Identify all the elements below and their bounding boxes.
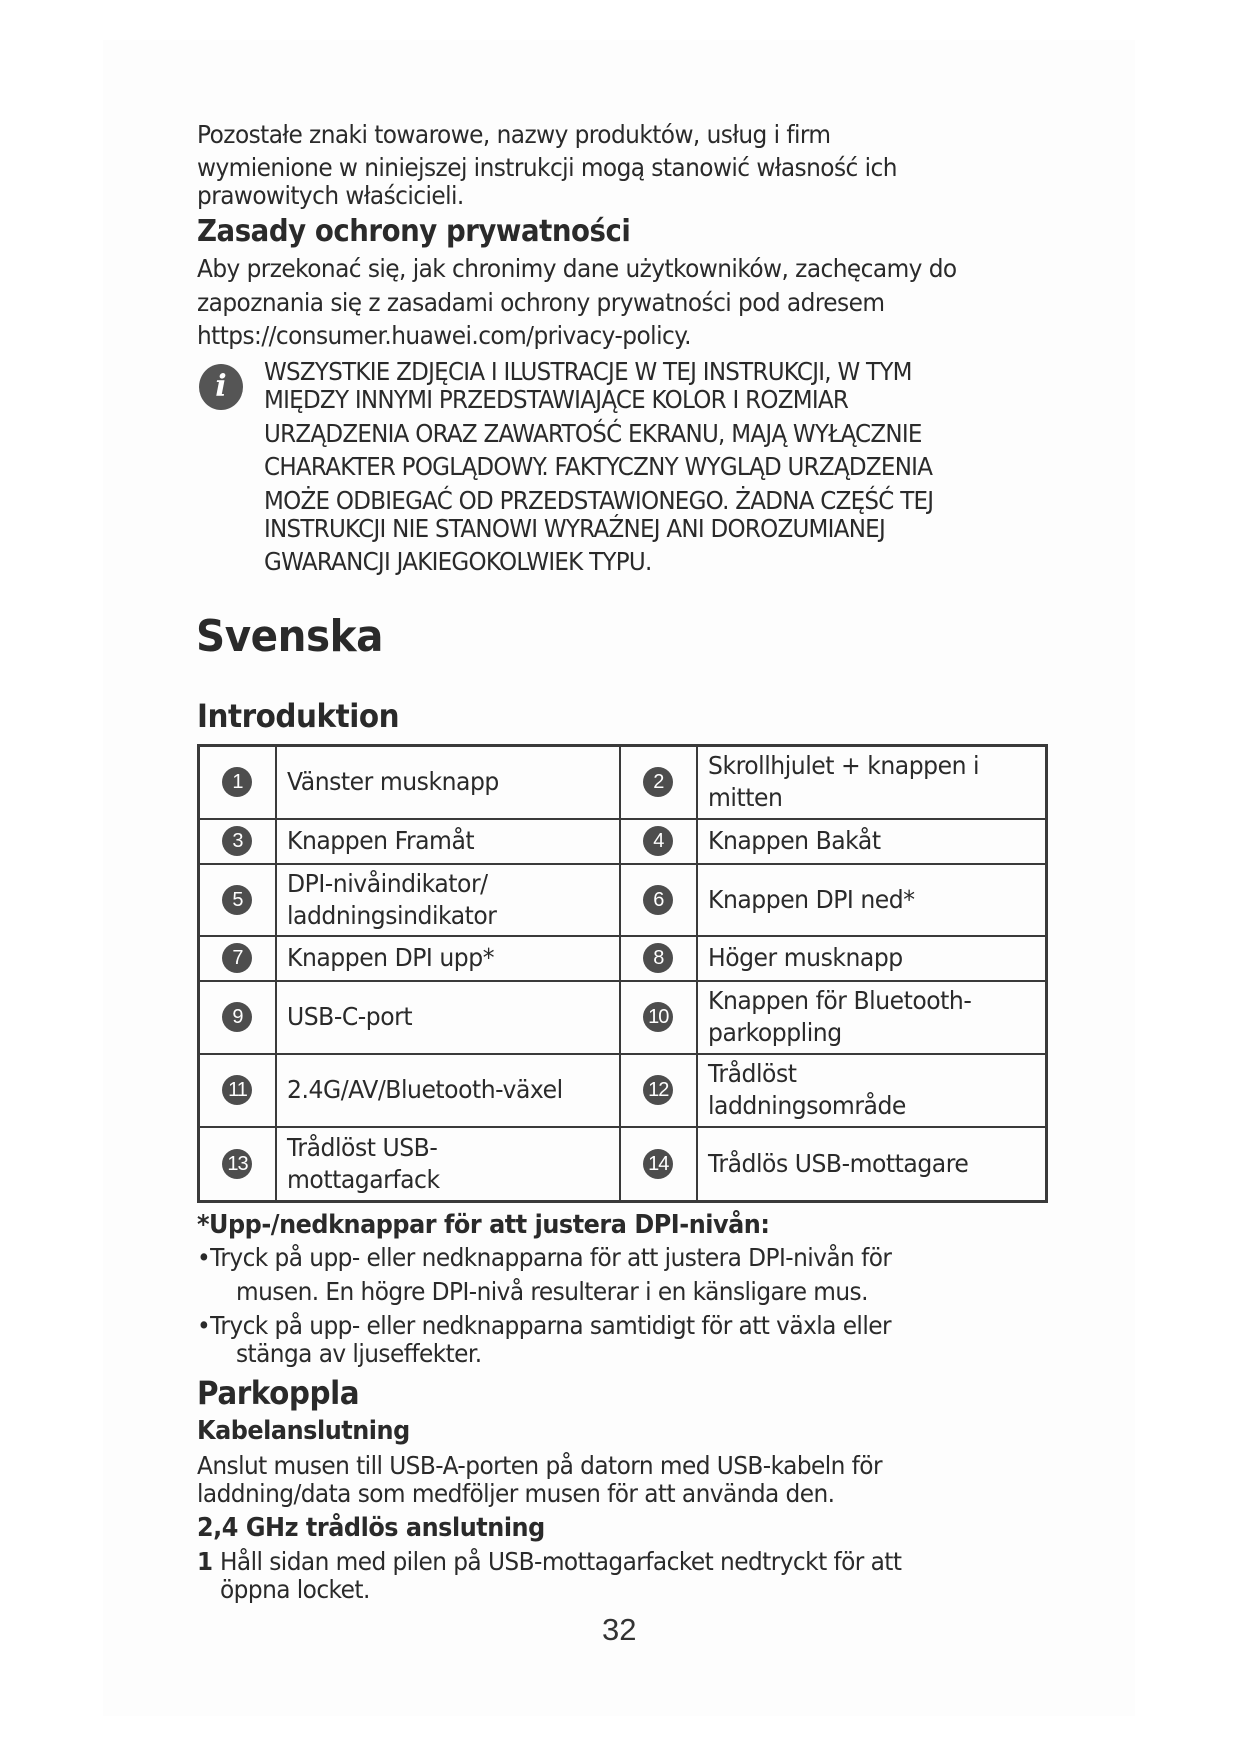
part-number-badge: 5 (222, 885, 252, 915)
part-label-line: Knappen för Bluetooth- (707, 986, 972, 1015)
section-title-svenska: Svenska (196, 611, 383, 662)
wireless-step-line-2: öppna locket. (220, 1575, 370, 1604)
pairing-heading: Parkoppla (197, 1374, 360, 1412)
part-number-badge: 11 (222, 1075, 252, 1105)
part-label-cell (276, 1127, 620, 1202)
dpi-note-heading: *Upp-/nedknappar för att justera DPI-nivån: (197, 1210, 770, 1240)
part-label-cell (697, 936, 1047, 981)
part-label-cell (276, 864, 620, 936)
notice-line-4: CHARAKTER POGLĄDOWY. FAKTYCZNY WYGLĄD URZĄDZENIA (264, 452, 933, 481)
parts-table (197, 744, 1048, 1203)
part-label-line: 2.4G/AV/Bluetooth-växel (286, 1075, 563, 1104)
part-label-line: DPI-nivåindikator/ (286, 868, 488, 898)
part-label-cell (697, 1127, 1047, 1202)
cable-line-2: laddning/data som medföljer musen för att använda den. (197, 1479, 835, 1508)
part-label-cell (697, 981, 1047, 1054)
dpi-bullet-2-line-1: •Tryck på upp- eller nedknapparna samtidigt för att växla eller (197, 1311, 891, 1340)
wireless-heading: 2,4 GHz trådlös anslutning (197, 1513, 545, 1543)
part-number-cell (199, 746, 276, 819)
privacy-line-1: Aby przekonać się, jak chronimy dane użytkowników, zachęcamy do (197, 254, 957, 283)
part-label-line: Skrollhjulet + knappen i (707, 751, 979, 781)
parts-table-row (199, 1054, 1047, 1127)
parts-table-row (199, 936, 1047, 981)
privacy-line-2: zapoznania się z zasadami ochrony prywatności pod adresem (197, 288, 885, 317)
part-label-line: laddningsindikator (286, 900, 497, 930)
part-number-cell (199, 981, 276, 1054)
notice-line-3: URZĄDZENIA ORAZ ZAWARTOŚĆ EKRANU, MAJĄ WYŁĄCZNIE (264, 419, 922, 448)
part-label-cell (697, 864, 1047, 936)
part-number-badge: 4 (643, 826, 673, 856)
part-number-cell (199, 936, 276, 981)
part-number-cell (620, 936, 697, 981)
dpi-bullet-1-line-2: musen. En högre DPI-nivå resulterar i en känsligare mus. (236, 1277, 868, 1306)
part-number-badge: 14 (643, 1149, 673, 1179)
notice-line-5: MOŻE ODBIEGAĆ OD PRZEDSTAWIONEGO. ŻADNA CZĘŚĆ TEJ (264, 486, 934, 515)
part-number-cell (199, 864, 276, 936)
part-number-cell (620, 819, 697, 864)
part-label-cell (276, 819, 620, 864)
part-label-cell (697, 746, 1047, 819)
notice-line-1: WSZYSTKIE ZDJĘCIA I ILUSTRACJE W TEJ INSTRUKCJI, W TYM (264, 357, 912, 386)
part-label-line: Trådlöst (707, 1059, 797, 1088)
notice-line-2: MIĘDZY INNYMI PRZEDSTAWIAJĄCE KOLOR I ROZMIAR (264, 385, 849, 414)
part-label-cell (276, 1054, 620, 1127)
part-number-badge: 3 (222, 826, 252, 856)
part-label-line: mottagarfack (286, 1164, 440, 1194)
dpi-bullet-2-line-2: stänga av ljuseffekter. (236, 1339, 482, 1368)
part-label-line: parkoppling (707, 1018, 842, 1047)
part-number-badge: 12 (643, 1075, 673, 1105)
intro-heading: Introduktion (197, 697, 400, 735)
parts-table-row (199, 1127, 1047, 1202)
part-number-badge: 9 (222, 1002, 252, 1032)
info-icon: i (199, 364, 243, 410)
part-label-cell (276, 981, 620, 1054)
part-label-line: mitten (707, 783, 783, 813)
part-label-line: Trådlös USB-mottagare (707, 1148, 969, 1178)
part-number-cell (620, 1127, 697, 1202)
wireless-step-number: 1 (197, 1547, 213, 1576)
part-number-cell (620, 981, 697, 1054)
part-number-badge: 8 (643, 943, 673, 973)
privacy-policy-link[interactable]: https://consumer.huawei.com/privacy-policy. (197, 321, 691, 350)
part-number-badge: 2 (643, 767, 673, 797)
part-number-badge: 6 (643, 885, 673, 915)
part-label-cell (697, 819, 1047, 864)
parts-table-row (199, 864, 1047, 936)
dpi-bullet-1-line-1: •Tryck på upp- eller nedknapparna för att justera DPI-nivån för (197, 1243, 892, 1272)
parts-table-row (199, 981, 1047, 1054)
trademark-line-3: prawowitych właścicieli. (197, 181, 464, 210)
wireless-step-line-1: Håll sidan med pilen på USB-mottagarfacket nedtryckt för att (220, 1547, 902, 1576)
part-label-line: Vänster musknapp (286, 767, 499, 797)
part-label-line: Knappen Framåt (286, 826, 475, 855)
part-number-badge: 7 (222, 943, 252, 973)
cable-line-1: Anslut musen till USB-A-porten på datorn med USB-kabeln för (197, 1451, 882, 1480)
part-label-cell (697, 1054, 1047, 1127)
part-number-cell (199, 1127, 276, 1202)
part-number-cell (620, 746, 697, 819)
part-label-line: Höger musknapp (707, 943, 903, 972)
part-number-cell (199, 819, 276, 864)
part-label-cell (276, 746, 620, 819)
trademark-line-1: Pozostałe znaki towarowe, nazwy produktów, usług i firm (197, 120, 831, 149)
cable-heading: Kabelanslutning (197, 1416, 410, 1446)
trademark-line-2: wymienione w niniejszej instrukcji mogą stanowić własność ich (197, 153, 897, 182)
part-number-badge: 1 (222, 767, 252, 797)
part-label-line: USB-C-port (286, 1002, 413, 1031)
privacy-heading: Zasady ochrony prywatności (197, 214, 631, 249)
parts-table-row (199, 746, 1047, 819)
part-label-line: Knappen Bakåt (707, 826, 881, 855)
part-label-line: Knappen DPI ned* (707, 884, 915, 914)
part-label-line: laddningsområde (707, 1091, 906, 1120)
part-label-cell (276, 936, 620, 981)
part-number-cell (620, 1054, 697, 1127)
part-number-badge: 13 (222, 1149, 252, 1179)
part-label-line: Knappen DPI upp* (286, 943, 494, 972)
notice-line-7: GWARANCJI JAKIEGOKOLWIEK TYPU. (264, 547, 652, 576)
parts-table-row (199, 819, 1047, 864)
page-number: 32 (602, 1612, 637, 1647)
part-number-cell (199, 1054, 276, 1127)
notice-line-6: INSTRUKCJI NIE STANOWI WYRAŹNEJ ANI DOROZUMIANEJ (264, 514, 886, 543)
part-number-cell (620, 864, 697, 936)
part-label-line: Trådlöst USB- (286, 1132, 438, 1162)
part-number-badge: 10 (643, 1002, 673, 1032)
